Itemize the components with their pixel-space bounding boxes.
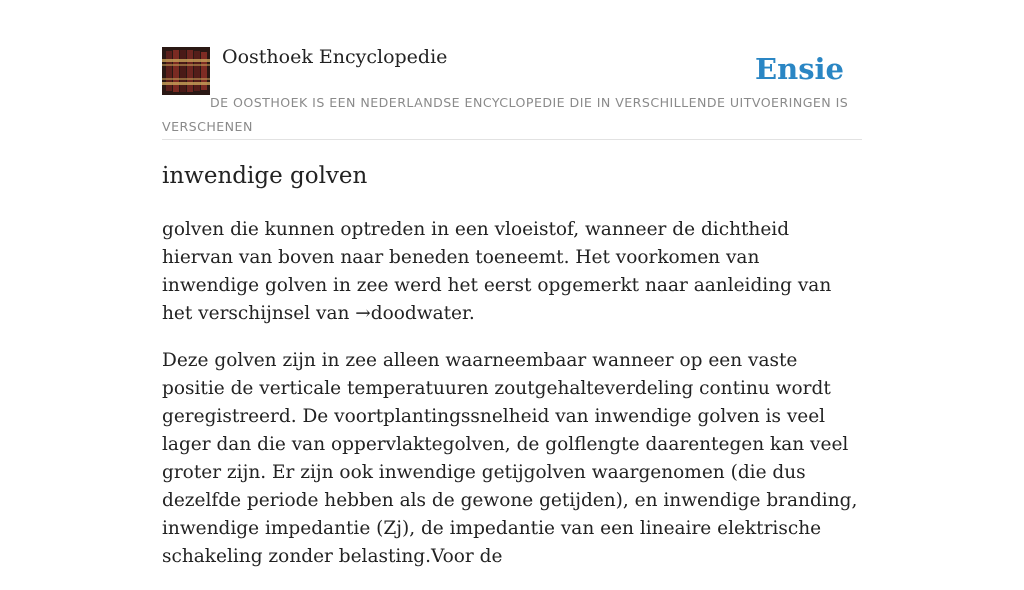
paragraph-1 bbox=[162, 216, 862, 328]
paragraph-1-end: . bbox=[468, 303, 475, 324]
site-header bbox=[162, 0, 862, 140]
xref-link-label: doodwater bbox=[370, 303, 469, 324]
page bbox=[162, 0, 862, 567]
encyclopedia-books-avatar[interactable] bbox=[162, 47, 210, 95]
site-name[interactable]: Oosthoek Encyclopedie bbox=[222, 46, 448, 68]
brand-logo-link[interactable]: Ensie bbox=[755, 52, 844, 86]
article-title: inwendige golven bbox=[162, 163, 368, 189]
paragraph-2: Deze golven zijn in zee alleen waarneembaar wanneer op een vaste positie de verticale temperatuuren zoutgehalteverdeling continu wordt geregistreerd. De voortplantingssnelheid van inwendige golven is veel lager dan die van oppervlaktegolven, de golflengte daarentegen kan veel groter zijn. Er zijn ook inwendige getijgolven waargenomen (die dus dezelfde periode hebben als de gewone getijden), en inwendige branding, inwendige impedantie (Zj), de impedantie van een lineaire elektrische schakeling zonder belasting.Voor de bbox=[162, 350, 858, 567]
site-tagline: DE OOSTHOEK IS EEN NEDERLANDSE ENCYCLOPEDIE DIE IN VERSCHILLENDE UITVOERINGEN IS VERSCHENEN bbox=[162, 95, 849, 134]
books-icon bbox=[162, 47, 210, 95]
paragraph-1-text: golven die kunnen optreden in een vloeistof, wanneer de dichtheid hiervan van boven naar beneden toeneemt. Het voorkomen van inwendige golven in zee werd het eerst opgemerkt naar aanleiding van het verschijnsel van bbox=[162, 219, 832, 324]
article-body bbox=[162, 216, 862, 590]
arrow-right-icon: → bbox=[355, 303, 371, 324]
xref-link-doodwater[interactable] bbox=[355, 303, 469, 324]
